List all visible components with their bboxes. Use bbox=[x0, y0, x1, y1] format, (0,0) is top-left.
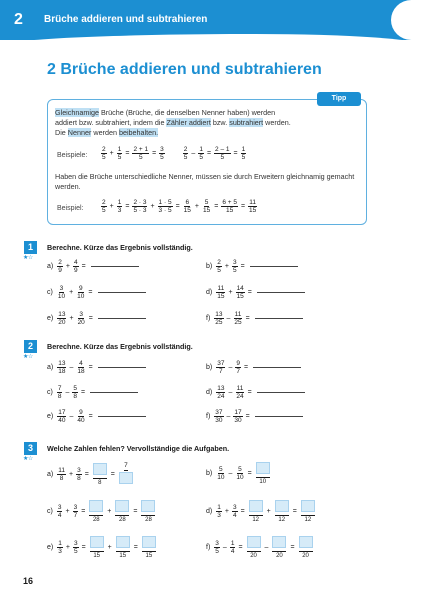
task-2f: f) $\frac{37}{30}$ – $\frac{17}{30}$ = bbox=[206, 409, 303, 424]
highlight-gleichnamige: Gleichnamige bbox=[55, 108, 99, 117]
task-3e: e) $\frac{1}{3}$ + $\frac{3}{5}$ = 15 + 15 = 15 bbox=[47, 536, 158, 559]
answer-line[interactable] bbox=[98, 318, 146, 319]
blank-box[interactable] bbox=[299, 536, 313, 548]
answer-line[interactable] bbox=[90, 392, 138, 393]
task-1-stars: ★☆ bbox=[23, 255, 33, 261]
blank-box[interactable] bbox=[119, 472, 133, 484]
answer-line[interactable] bbox=[257, 292, 305, 293]
task-1c: c) $\frac{3}{10}$ + $\frac{9}{10}$ = bbox=[47, 285, 146, 300]
example-1-formula: $\frac{2}{5}$ + $\frac{1}{5}$ = $\frac{2 + 1}{5}$ = $\frac{3}{5}$ $\frac{2}{5}$ – $\frac{1}{5}$ = $\frac{2 - 1}{5}$ = $\frac{1}{5}$ bbox=[102, 146, 246, 161]
blank-box[interactable] bbox=[272, 536, 286, 548]
task-1-title: Berechne. Kürze das Ergebnis vollständig. bbox=[47, 243, 193, 252]
task-2-stars: ★☆ bbox=[23, 354, 33, 360]
task-1f: f) $\frac{13}{25}$ – $\frac{11}{25}$ = bbox=[206, 311, 303, 326]
task-3-badge: 3 bbox=[24, 442, 37, 455]
task-2d: d) $\frac{13}{24}$ – $\frac{11}{24}$ = bbox=[206, 385, 305, 400]
task-3f: f) $\frac{3}{5}$ – $\frac{1}{4}$ = 20 – 20 = 20 bbox=[206, 536, 315, 559]
highlight-beibehalten: beibehalten. bbox=[118, 128, 159, 137]
task-3a: a) $\frac{11}{8}$ + $\frac{3}{8}$ = 8 = 7 bbox=[47, 462, 135, 486]
tipp-rule-text: Gleichnamige Brüche (Brüche, die denselben Nenner haben) werden addiert bzw. subtrahiert, indem die Zähler addiert bzw. subtrahiert werden. Die Nenner werden beibehalten. bbox=[55, 108, 291, 137]
task-2-title: Berechne. Kürze das Ergebnis vollständig. bbox=[47, 342, 193, 351]
header-chapter-title: Brüche addieren und subtrahieren bbox=[44, 14, 208, 25]
page-title: 2 Brüche addieren und subtrahieren bbox=[47, 61, 322, 78]
task-2e: e) $\frac{17}{40}$ – $\frac{9}{40}$ = bbox=[47, 409, 146, 424]
task-1e: e) $\frac{13}{20}$ + $\frac{3}{20}$ = bbox=[47, 311, 146, 326]
blank-box[interactable] bbox=[116, 536, 130, 548]
highlight-zaehler: Zähler addiert bbox=[166, 118, 211, 127]
blank-box[interactable] bbox=[115, 500, 129, 512]
answer-line[interactable] bbox=[98, 367, 146, 368]
task-2b: b) $\frac{37}{7}$ – $\frac{9}{7}$ = bbox=[206, 360, 301, 375]
tipp-rule-text-2: Haben die Brüche unterschiedliche Nenner, müssen sie durch Erweitern gleichnamig gemacht werden. bbox=[55, 172, 355, 191]
answer-line[interactable] bbox=[255, 318, 303, 319]
blank-box[interactable] bbox=[249, 500, 263, 512]
answer-line[interactable] bbox=[91, 266, 139, 267]
example-2-formula: $\frac{2}{5}$ + $\frac{1}{3}$ = $\frac{2 \cdot 3}{5 \cdot 3}$ + $\frac{1 \cdot 5}{3 \cdot 5}$ = $\frac{6}{15}$ + $\frac{5}{15}$ = $\frac{6 + 5}{15}$ = $\frac{11}{15}$ bbox=[102, 199, 257, 214]
highlight-subtrahiert: subtrahiert bbox=[229, 118, 264, 127]
answer-line[interactable] bbox=[257, 392, 305, 393]
task-2c: c) $\frac{7}{8}$ – $\frac{5}{8}$ = bbox=[47, 385, 138, 400]
blank-box[interactable] bbox=[247, 536, 261, 548]
answer-line[interactable] bbox=[253, 367, 301, 368]
blank-box[interactable] bbox=[90, 536, 104, 548]
task-1b: b) $\frac{2}{5}$ + $\frac{3}{5}$ = bbox=[206, 259, 298, 274]
blank-box[interactable] bbox=[256, 462, 270, 474]
task-2-badge: 2 bbox=[24, 340, 37, 353]
blank-box[interactable] bbox=[275, 500, 289, 512]
task-3-stars: ★☆ bbox=[23, 456, 33, 462]
example-label: Beispiele: bbox=[57, 152, 88, 159]
blank-box[interactable] bbox=[93, 463, 107, 475]
task-2a: a) $\frac{13}{18}$ – $\frac{4}{18}$ = bbox=[47, 360, 146, 375]
header-chapter-number: 2 bbox=[14, 11, 23, 28]
brush-edge bbox=[391, 0, 425, 40]
answer-line[interactable] bbox=[250, 266, 298, 267]
answer-line[interactable] bbox=[98, 292, 146, 293]
blank-box[interactable] bbox=[301, 500, 315, 512]
page-number: 16 bbox=[23, 576, 34, 586]
blank-box[interactable] bbox=[142, 536, 156, 548]
blank-box[interactable] bbox=[141, 500, 155, 512]
tipp-label: Tipp bbox=[317, 92, 361, 106]
answer-line[interactable] bbox=[255, 416, 303, 417]
task-3-title: Welche Zahlen fehlen? Vervollständige die Aufgaben. bbox=[47, 444, 230, 453]
task-1d: d) $\frac{11}{15}$ + $\frac{14}{15}$ = bbox=[206, 285, 305, 300]
highlight-nenner: Nenner bbox=[67, 128, 92, 137]
blank-box[interactable] bbox=[89, 500, 103, 512]
example-label-2: Beispiel: bbox=[57, 205, 84, 212]
task-1-badge: 1 bbox=[24, 241, 37, 254]
task-1a: a) $\frac{2}{9}$ + $\frac{4}{9}$ = bbox=[47, 259, 139, 274]
answer-line[interactable] bbox=[98, 416, 146, 417]
task-3c: c) $\frac{3}{4}$ + $\frac{3}{7}$ = 28 + 28 = 28 bbox=[47, 500, 157, 523]
task-3d: d) $\frac{1}{3}$ + $\frac{3}{4}$ = 12 + 12 = 12 bbox=[206, 500, 317, 523]
task-3b: b) $\frac{5}{10}$ – $\frac{5}{10}$ = 10 bbox=[206, 462, 272, 485]
